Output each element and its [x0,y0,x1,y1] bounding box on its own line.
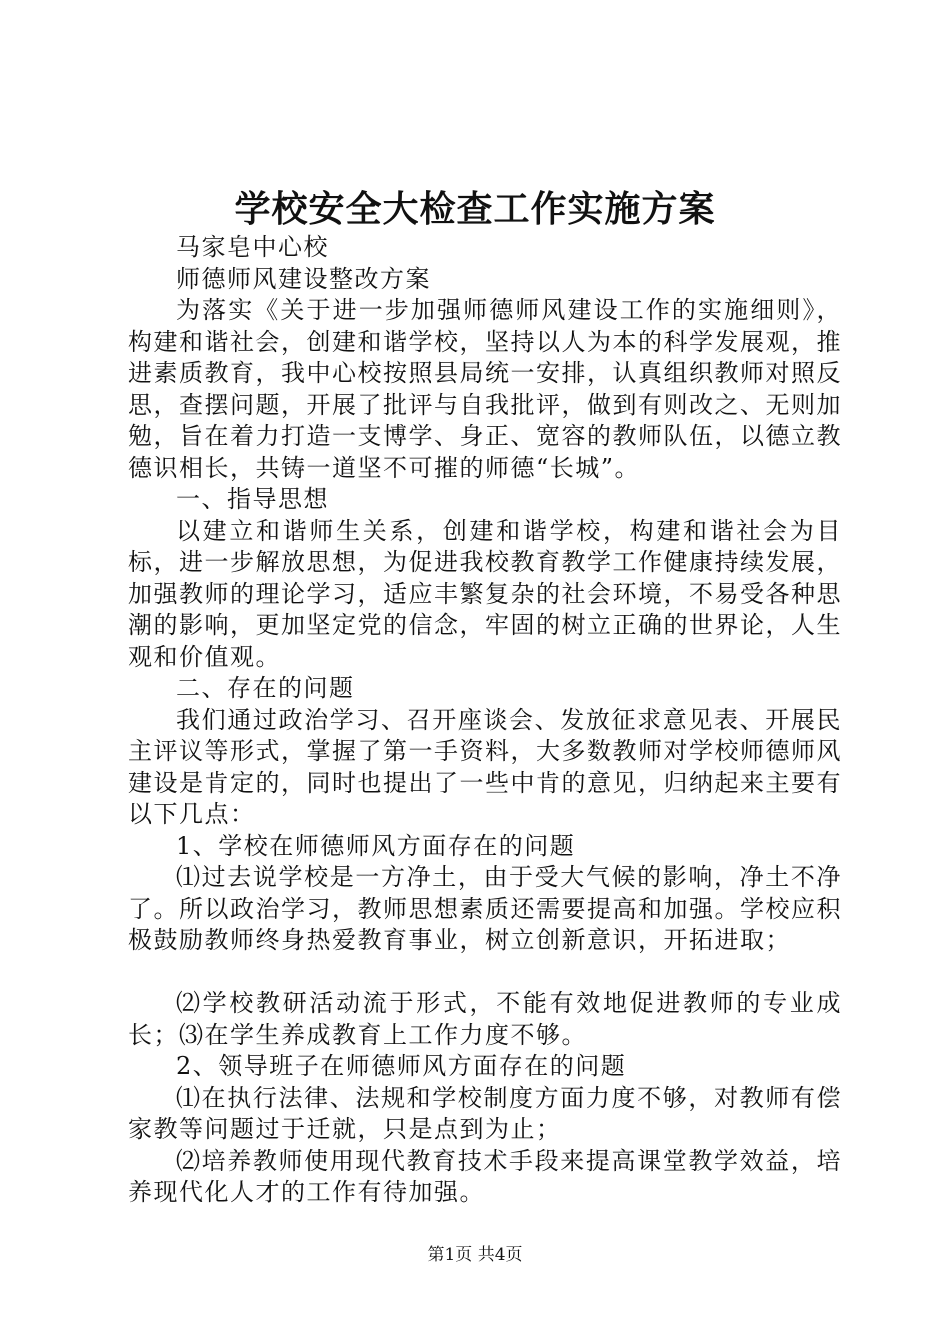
paragraph-leadership-problem-2: ⑵培养教师使用现代教育技术手段来提高课堂教学效益，培养现代化人才的工作有待加强。 [128,1146,842,1206]
section-heading-guiding-thought: 一、指导思想 [176,485,329,513]
paragraph-school-problem-1: ⑴过去说学校是一方净土，由于受大气候的影响，净土不净了。所以政治学习，教师思想素质还需要提高和加强。学校应积极鼓励教师终身热爱教育事业，树立创新意识，开拓进取； [128,863,842,954]
paragraph-school-name: 马家皂中心校 [176,233,329,261]
paragraph-intro: 为落实《关于进一步加强师德师风建设工作的实施细则》，构建和谐社会，创建和谐学校，坚持以人为本的科学发展观，推进素质教育，我中心校按照县局统一安排，认真组织教师对照反思，查摆问题，开展了批评与自我批评，做到有则改之、无则加勉，旨在着力打造一支博学、身正、宽容的教师队伍，以德立教德识相长，共铸一道坚不可摧的师德“长城”。 [128,296,842,482]
document-body [128,232,842,1209]
paragraph-guiding-thought: 以建立和谐师生关系，创建和谐学校，构建和谐社会为目标，进一步解放思想，为促进我校教育教学工作健康持续发展，加强教师的理论学习，适应丰繁复杂的社会环境，不易受各种思潮的影响，更加坚定党的信念，牢固的树立正确的世界论，人生观和价值观。 [128,516,842,671]
subheading-school-problems: 1、学校在师德师风方面存在的问题 [176,831,576,860]
section-heading-problems: 二、存在的问题 [176,674,355,702]
paragraph-school-problem-2: ⑵学校教研活动流于形式，不能有效地促进教师的专业成长；⑶在学生养成教育上工作力度不够。 [128,989,842,1049]
subheading-leadership-problems: 2、领导班子在师德师风方面存在的问题 [176,1052,627,1080]
document-title: 学校安全大检查工作实施方案 [234,188,716,230]
paragraph-problems-intro: 我们通过政治学习、召开座谈会、发放征求意见表、开展民主评议等形式，掌握了第一手资料，大多数教师对学校师德师风建设是肯定的，同时也提出了一些中肯的意见，归纳起来主要有以下几点： [128,705,842,828]
page-footer: 第1页 共4页 [427,1245,523,1265]
paragraph-leadership-problem-1: ⑴在执行法律、法规和学校制度方面力度不够，对教师有偿家教等问题过于迁就，只是点到为止； [128,1083,842,1143]
paragraph-subtitle: 师德师风建设整改方案 [176,264,431,293]
